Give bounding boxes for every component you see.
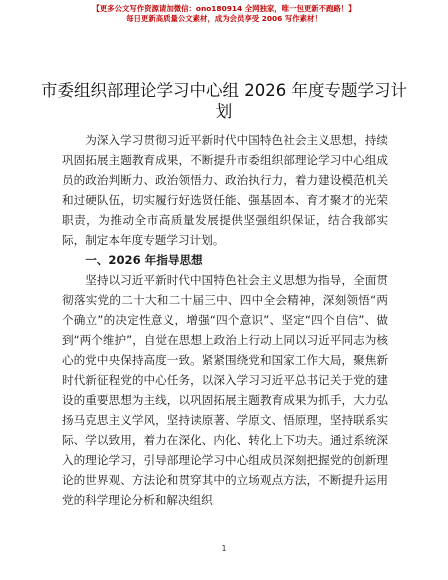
page-number: 1 [221,544,227,553]
document-title: 市委组织部理论学习中心组 2026 年度专题学习计划 [41,81,407,121]
section-paragraph: 坚持以习近平新时代中国特色社会主义思想为指导，全面贯彻落实党的二十大和二十届三中、四中全会精神，深刻领悟“两个确立”的决定性意义，增强“四个意识”、坚定“四个自信”、做到“两个维护”，自觉在思想上政治上行动上同以习近平同志为核心的党中央保持高度一致。紧紧围绕党和国家工作大局，聚焦新时代新征程党的中心任务，以深入学习习近平总书记关于党的建设的重要思想为主线，以巩固拓展主题教育成果为抓手，大力弘扬马克思主义学风，坚持读原著、学原文、悟原理，坚持联系实际、学以致用，着力在深化、内化、转化上下功夫。通过系统深入的理论学习，引导部理论学习中心组成员深刻把握党的创新理论的世界观、方法论和贯穿其中的立场观点方法，不断提升运用党的科学理论分析和解决组织 [62,273,388,507]
promo-banner-line-1: 【更多公文写作资源请加微信：ono180914 全网独家，唯一包更新不跑路！】 [92,4,356,13]
document-body [62,130,388,510]
promo-banner-line-2: 每日更新高质量公文素材，成为会员享受 2006 写作素材！ [126,14,322,23]
promo-banner [0,4,448,24]
intro-paragraph: 为深入学习贯彻习近平新时代中国特色社会主义思想，持续巩固拓展主题教育成果，不断提升市委组织部理论学习中心组成员的政治判断力、政治领悟力、政治执行力，着力建设模范机关和过硬队伍，切实履行好选贤任能、强基固本、育才聚才的光荣职责，为推动全市高质量发展提供坚强组织保证，结合我部实际，制定本年度专题学习计划。 [62,133,388,247]
section-heading: 一、2026 年指导思想 [85,253,203,267]
